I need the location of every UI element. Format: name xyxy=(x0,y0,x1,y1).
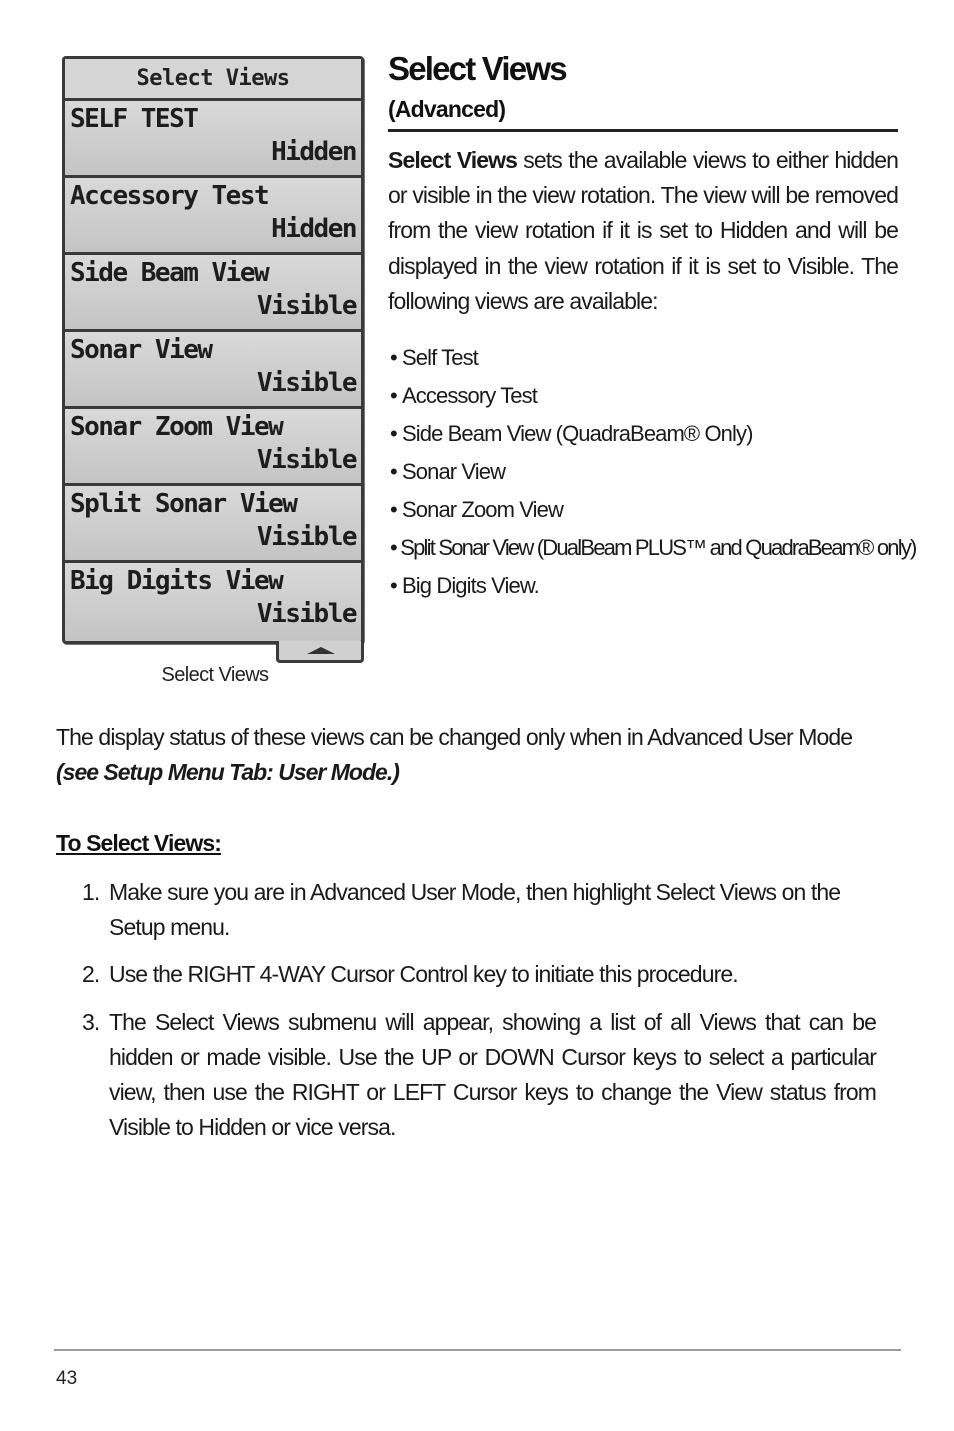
menu-item-status: Hidden xyxy=(271,137,356,167)
step-text: The Select Views submenu will appear, showing a list of all Views that can be hidden or made visible. Use the UP or DOWN Cursor keys to select a particular view, then use the RIGHT or LEFT Cursor keys to change the View status from Visible to Hidden or vice versa. xyxy=(109,1008,876,1141)
paragraph-text: The display status of these views can be changed only when in Advanced User Mode xyxy=(56,724,853,750)
scroll-up-arrow-icon xyxy=(307,647,335,654)
list-item: • Sonar Zoom View xyxy=(390,493,916,531)
cross-reference: (see Setup Menu Tab: User Mode.) xyxy=(56,759,399,785)
intro-paragraph xyxy=(388,143,898,319)
menu-item-label: Sonar View xyxy=(70,335,212,365)
step-item xyxy=(56,875,876,945)
list-item: • Big Digits View. xyxy=(390,569,916,607)
section-title: Select Views xyxy=(388,50,566,87)
menu-item-label: Split Sonar View xyxy=(70,489,297,519)
select-views-menu-figure xyxy=(62,56,364,644)
menu-item-label: Sonar Zoom View xyxy=(70,412,283,442)
menu-item-sonar-view xyxy=(65,332,361,409)
step-text: Make sure you are in Advanced User Mode, then highlight Select Views on the Setup menu. xyxy=(109,879,841,941)
menu-item-self-test xyxy=(65,101,361,178)
menu-item-label: Side Beam View xyxy=(70,258,269,288)
menu-title: Select Views xyxy=(65,59,361,101)
menu-item-status: Visible xyxy=(256,445,356,475)
list-item: • Accessory Test xyxy=(390,379,916,417)
page-number: 43 xyxy=(56,1368,78,1389)
scroll-tab xyxy=(276,641,364,663)
step-number: 3. xyxy=(82,1008,100,1035)
menu-item-split-sonar-view xyxy=(65,486,361,563)
steps-list xyxy=(56,875,876,1157)
menu-item-big-digits-view xyxy=(65,563,361,640)
menu-item-side-beam-view xyxy=(65,255,361,332)
menu-item-label: Big Digits View xyxy=(70,566,283,596)
views-list xyxy=(390,341,916,607)
footer-rule xyxy=(54,1349,901,1351)
menu-item-accessory-test xyxy=(65,178,361,255)
step-number: 2. xyxy=(82,961,100,988)
step-item xyxy=(56,957,876,992)
list-item: • Side Beam View (QuadraBeam® Only) xyxy=(390,417,916,455)
menu-item-label: Accessory Test xyxy=(70,181,269,211)
menu-item-status: Visible xyxy=(256,291,356,321)
list-item: • Split Sonar View (DualBeam PLUS™ and QuadraBeam® only) xyxy=(390,531,916,569)
section-subtitle: (Advanced) xyxy=(388,96,898,132)
step-number: 1. xyxy=(82,879,100,905)
intro-bold-term: Select Views xyxy=(388,147,517,173)
menu-item-status: Visible xyxy=(256,599,356,629)
figure-caption: Select Views xyxy=(161,664,269,686)
menu-item-label: SELF TEST xyxy=(70,104,198,134)
menu-item-sonar-zoom-view xyxy=(65,409,361,486)
step-item xyxy=(56,1005,876,1146)
steps-heading: To Select Views: xyxy=(56,830,221,856)
step-text: Use the RIGHT 4-WAY Cursor Control key to initiate this procedure. xyxy=(109,961,738,988)
menu-item-status: Visible xyxy=(256,522,356,552)
intro-text: sets the available views to either hidden or visible in the view rotation. The view will be removed from the view rotation if it is set to Hidden and will be displayed in the view rotation if it is set to Visible. The following views are available: xyxy=(388,147,898,314)
display-status-paragraph xyxy=(56,720,901,790)
list-item: • Self Test xyxy=(390,341,916,379)
menu-item-status: Visible xyxy=(256,368,356,398)
menu-item-status: Hidden xyxy=(271,214,356,244)
list-item: • Sonar View xyxy=(390,455,916,493)
